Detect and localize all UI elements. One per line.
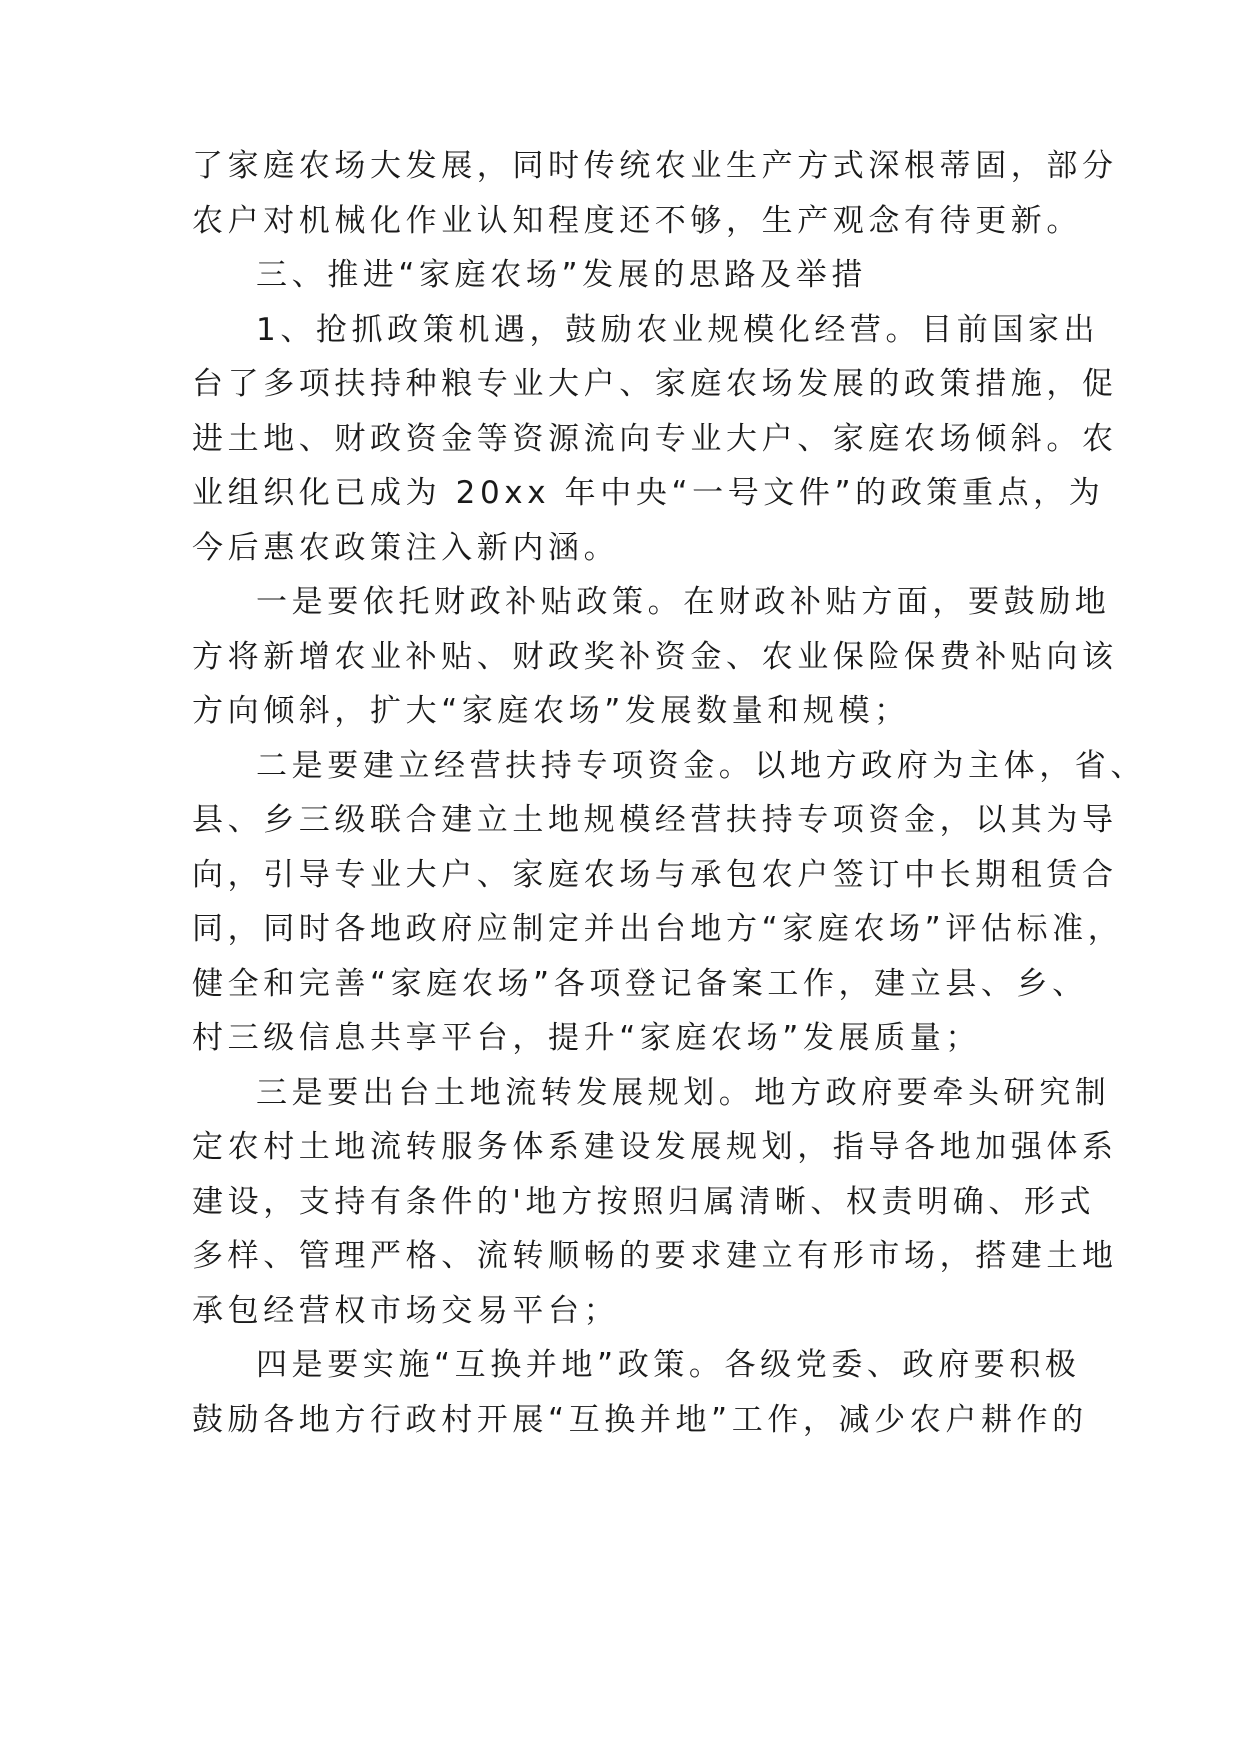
body-line: 方将新增农业补贴、财政奖补资金、农业保险保费补贴向该 <box>192 639 1118 675</box>
body-line: 县、乡三级联合建立土地规模经营扶持专项资金，以其为导 <box>192 802 1118 838</box>
paragraph-first-line: 三是要出台土地流转发展规划。地方政府要牵头研究制 <box>256 1075 1111 1111</box>
body-line: 村三级信息共享平台，提升“家庭农场”发展质量； <box>192 1020 981 1056</box>
body-line: 业组织化已成为 20xx 年中央“一号文件”的政策重点，为 <box>192 475 1105 511</box>
body-line: 今后惠农政策注入新内涵。 <box>192 530 620 566</box>
body-line: 建设，支持有条件的'地方按照归属清晰、权责明确、形式 <box>192 1184 1096 1220</box>
body-line: 承包经营权市场交易平台； <box>192 1293 620 1329</box>
paragraph-first-line: 一是要依托财政补贴政策。在财政补贴方面，要鼓励地 <box>256 584 1111 620</box>
body-line: 多样、管理严格、流转顺畅的要求建立有形市场，搭建土地 <box>192 1238 1118 1274</box>
body-line: 健全和完善“家庭农场”各项登记备案工作，建立县、乡、 <box>192 966 1088 1002</box>
body-line: 进土地、财政资金等资源流向专业大户、家庭农场倾斜。农 <box>192 421 1118 457</box>
paragraph-first-line: 1、抢抓政策机遇，鼓励农业规模化经营。目前国家出 <box>256 312 1100 348</box>
paragraph-first-line: 四是要实施“互换并地”政策。各级党委、政府要积极 <box>256 1347 1081 1383</box>
body-line: 方向倾斜，扩大“家庭农场”发展数量和规模； <box>192 693 910 729</box>
body-line: 台了多项扶持种粮专业大户、家庭农场发展的政策措施，促 <box>192 366 1118 402</box>
body-line: 向，引导专业大户、家庭农场与承包农户签订中长期租赁合 <box>192 857 1118 893</box>
body-line: 定农村土地流转服务体系建设发展规划，指导各地加强体系 <box>192 1129 1118 1165</box>
body-line: 了家庭农场大发展，同时传统农业生产方式深根蒂固，部分 <box>192 148 1118 184</box>
body-line: 鼓励各地方行政村开展“互换并地”工作，减少农户耕作的 <box>192 1402 1088 1438</box>
body-line: 农户对机械化作业认知程度还不够，生产观念有待更新。 <box>192 203 1082 239</box>
body-line: 同，同时各地政府应制定并出台地方“家庭农场”评估标准， <box>192 911 1124 947</box>
section-heading: 三、推进“家庭农场”发展的思路及举措 <box>256 257 867 293</box>
paragraph-first-line: 二是要建立经营扶持专项资金。以地方政府为主体，省、 <box>256 748 1146 784</box>
